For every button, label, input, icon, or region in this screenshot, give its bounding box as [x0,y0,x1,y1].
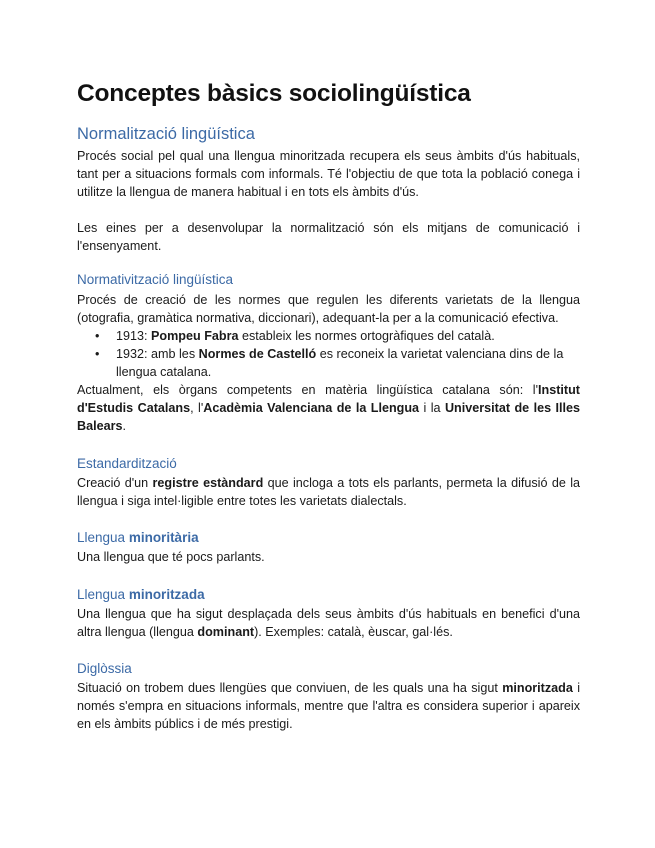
bullet-icon: • [95,347,100,361]
heading-normativitzacio: Normativització lingüística [77,272,234,287]
paragraph-estandarditzacio: Creació d'un registre estàndard que incloga a tots els parlants, permeta la difusió de la llengua i siga intel·ligible entre totes les varietats dialectals. [77,476,581,508]
bold-term: Pompeu Fabra [151,329,239,343]
section-minoritaria [77,529,580,566]
bullet-icon: • [95,329,100,343]
heading-diglossia: Diglòssia [77,661,132,676]
bold-term: Acadèmia Valenciana de la Llengua [203,401,420,415]
section-minoritzada [77,586,580,641]
heading-estandarditzacio: Estandardització [77,456,177,471]
heading-minoritaria: Llengua minoritària [77,530,199,545]
bold-term: registre estàndard [152,476,264,490]
paragraph-normativitzacio-definition: Procés de creació de les normes que regulen les diferents varietats de la llengua (otografia, gramàtica normativa, diccionari), adequant-la per a la comunicació efectiva. [77,293,580,325]
paragraph-normalitzacio-definition: Procés social pel qual una llengua minoritzada recupera els seus àmbits d'ús habituals, tant per a situacions formals com informals. Té l'objectiu de que tota la població conega i utilitze la llengua de manera habitual i en tots els àmbits d'ús. [77,149,580,199]
paragraph-normativitzacio-organs: Actualment, els òrgans competents en matèria lingüística catalana són: l'Institut d'Estudis Catalans, l'Acadèmia Valenciana de la Llengua i la Universitat de les Illes Balears. [77,383,581,433]
bold-term: minoritzada [502,681,573,695]
section-diglossia [77,660,580,733]
section-estandarditzacio [77,455,580,510]
bold-term: Universitat de les Illes Balears [77,401,581,433]
page-title: Conceptes bàsics sociolingüística [77,80,471,107]
list-item: • 1913: Pompeu Fabra estableix les normes ortogràfiques del català. [95,329,495,343]
paragraph-minoritzada: Una llengua que ha sigut desplaçada dels seus àmbits d'ús habituals en benefici d'una altra llengua (llengua dominant). Exemples: català, èuscar, gal·lés. [77,607,580,639]
bold-term: dominant [197,625,255,639]
section-normalitzacio [77,124,580,255]
paragraph-diglossia: Situació on trobem dues llengües que conviuen, de les quals una ha sigut minoritzada i només s'empra en situacions informals, mentre que l'altra es considera superior i apareix en els àmbits públics i de més prestigi. [77,681,580,731]
normativitzacio-list [77,327,580,381]
heading-minoritzada: Llengua minoritzada [77,587,205,602]
bold-term: Normes de Castelló [198,347,317,361]
bold-term: Institut d'Estudis Catalans [77,383,580,415]
section-normativitzacio [77,271,580,435]
list-item: • 1932: amb les Normes de Castelló es reconeix la varietat valenciana dins de la llengua catalana. [95,347,564,379]
heading-normalitzacio: Normalització lingüística [77,125,255,143]
paragraph-minoritaria: Una llengua que té pocs parlants. [77,550,265,564]
paragraph-normalitzacio-tools: Les eines per a desenvolupar la normalització són els mitjans de comunicació i l'ensenyament. [77,221,580,253]
